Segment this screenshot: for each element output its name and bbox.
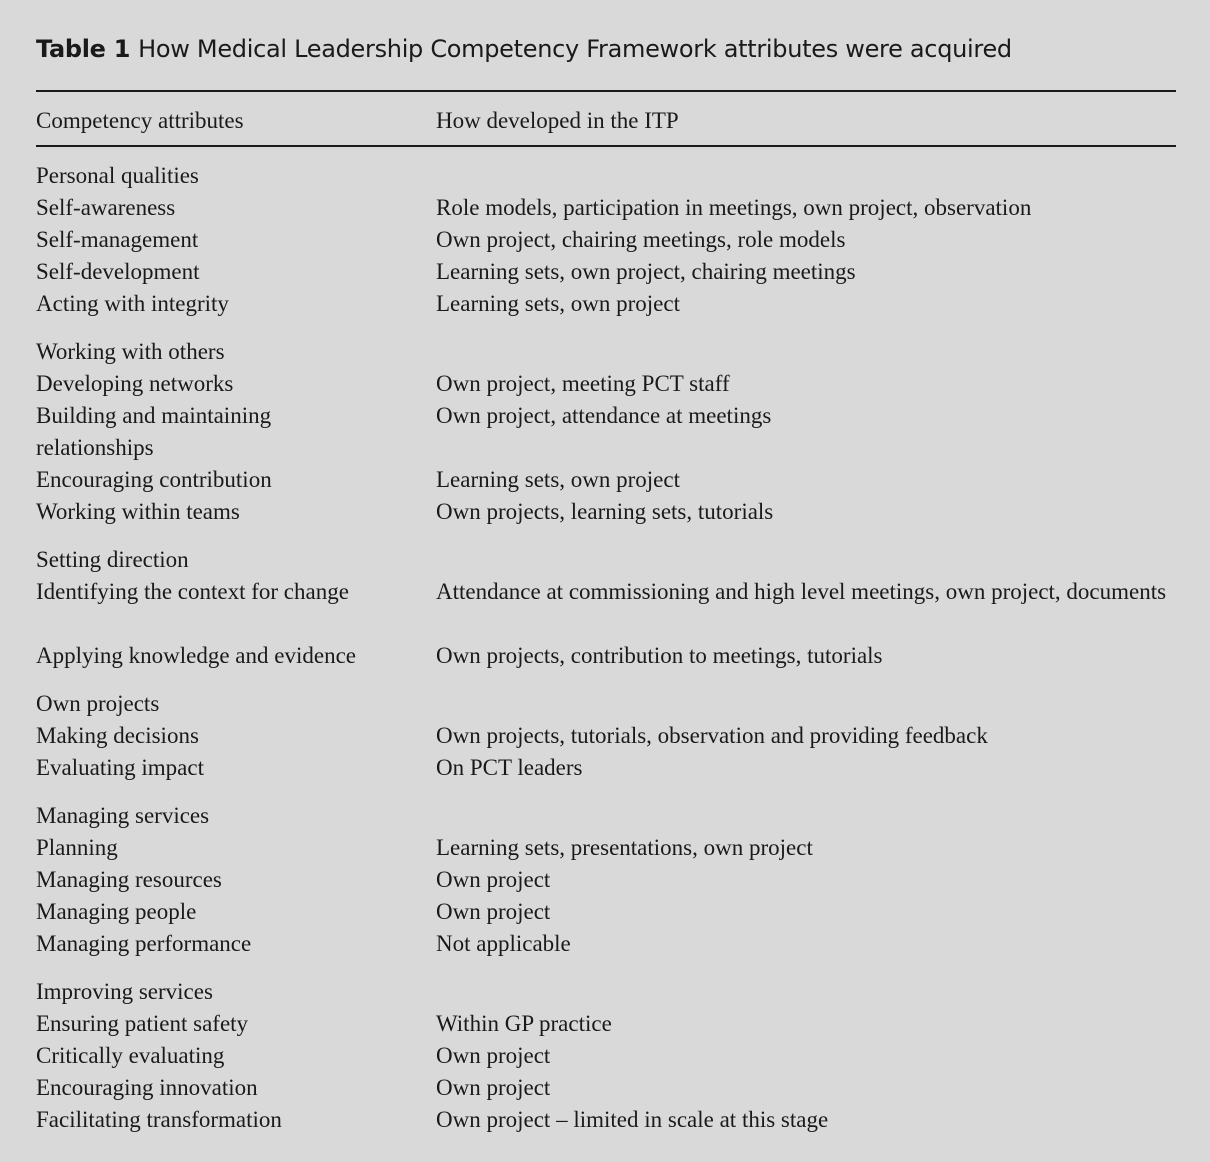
table-row: [0, 192, 1210, 224]
attribute-cell: Encouraging innovation: [36, 1075, 258, 1100]
group-heading-row: [0, 336, 1210, 368]
table-group: [0, 336, 1210, 528]
how-developed-cell: Own project: [436, 899, 551, 924]
attribute-cell: Ensuring patient safety: [36, 1011, 249, 1036]
top-rule: [36, 90, 1176, 92]
table-row: [0, 896, 1210, 928]
attribute-cell: Developing networks: [36, 371, 234, 396]
group-heading: Managing services: [36, 803, 210, 828]
header-rule: [36, 145, 1176, 147]
attribute-cell: Building and maintaining relationships: [36, 403, 272, 460]
group-heading-row: [0, 544, 1210, 576]
table-row: [0, 256, 1210, 288]
table-caption: How Medical Leadership Competency Framework attributes were acquired: [138, 35, 1012, 63]
how-developed-cell: Own projects, contribution to meetings, tutorials: [436, 643, 883, 668]
attribute-cell: Managing resources: [36, 867, 222, 892]
column-header-attributes: Competency attributes: [36, 108, 244, 133]
table-row: [0, 832, 1210, 864]
table-group: [0, 688, 1210, 784]
group-heading-row: [0, 160, 1210, 192]
how-developed-cell: Within GP practice: [436, 1011, 612, 1036]
group-heading: Setting direction: [36, 547, 189, 572]
table-row: [0, 1008, 1210, 1040]
table-row: [0, 368, 1210, 400]
group-heading: Own projects: [36, 691, 160, 716]
group-heading-row: [0, 976, 1210, 1008]
attribute-cell: Working within teams: [36, 499, 240, 524]
attribute-cell: Applying knowledge and evidence: [36, 643, 356, 668]
how-developed-cell: Learning sets, own project: [436, 291, 680, 316]
table-row: [0, 224, 1210, 256]
attribute-cell: Managing performance: [36, 931, 252, 956]
attribute-cell: Self-management: [36, 227, 199, 252]
how-developed-cell: Own project, meeting PCT staff: [436, 371, 730, 396]
how-developed-cell: Learning sets, own project: [436, 467, 680, 492]
table-row: [0, 928, 1210, 960]
attribute-cell: Acting with integrity: [36, 291, 229, 316]
group-heading-row: [0, 688, 1210, 720]
table-row: [0, 640, 1210, 672]
attribute-cell: Self-development: [36, 259, 200, 284]
table-row: [0, 1040, 1210, 1072]
attribute-cell: Evaluating impact: [36, 755, 204, 780]
attribute-cell: Making decisions: [36, 723, 199, 748]
how-developed-cell: Not applicable: [436, 931, 571, 956]
table-row: [0, 400, 1210, 464]
how-developed-cell: Own project – limited in scale at this stage: [436, 1107, 829, 1132]
how-developed-cell: Own project: [436, 1075, 551, 1100]
table-group: [0, 800, 1210, 960]
how-developed-cell: Own project, attendance at meetings: [436, 403, 772, 428]
how-developed-cell: Own project: [436, 1043, 551, 1068]
group-heading: Personal qualities: [36, 163, 199, 188]
how-developed-cell: Learning sets, own project, chairing meetings: [436, 259, 856, 284]
attribute-cell: Self-awareness: [36, 195, 176, 220]
how-developed-cell: Learning sets, presentations, own project: [436, 835, 813, 860]
how-developed-cell: Attendance at commissioning and high level meetings, own project, documents: [436, 579, 1167, 604]
table-row: [0, 752, 1210, 784]
table-body: [0, 160, 1210, 1152]
table-group: [0, 544, 1210, 672]
how-developed-cell: Own projects, learning sets, tutorials: [436, 499, 774, 524]
group-heading: Improving services: [36, 979, 213, 1004]
table-group: [0, 976, 1210, 1136]
table-label: Table 1: [36, 35, 131, 63]
table-row: [0, 496, 1210, 528]
table-row: [0, 464, 1210, 496]
table-row: [0, 720, 1210, 752]
table-row: [0, 288, 1210, 320]
attribute-cell: Critically evaluating: [36, 1043, 225, 1068]
attribute-cell: Identifying the context for change: [36, 579, 349, 604]
attribute-cell: Encouraging contribution: [36, 467, 272, 492]
table-group: [0, 160, 1210, 320]
group-heading: Working with others: [36, 339, 225, 364]
how-developed-cell: Own project, chairing meetings, role models: [436, 227, 846, 252]
table-row: [0, 1104, 1210, 1136]
how-developed-cell: On PCT leaders: [436, 755, 583, 780]
how-developed-cell: Own projects, tutorials, observation and providing feedback: [436, 723, 988, 748]
how-developed-cell: Own project: [436, 867, 551, 892]
group-heading-row: [0, 800, 1210, 832]
column-header-how-developed: How developed in the ITP: [436, 108, 679, 133]
table-row: [0, 1072, 1210, 1104]
attribute-cell: Facilitating transformation: [36, 1107, 282, 1132]
table-row: [0, 576, 1210, 640]
attribute-cell: Planning: [36, 835, 118, 860]
table-row: [0, 864, 1210, 896]
attribute-cell: Managing people: [36, 899, 197, 924]
how-developed-cell: Role models, participation in meetings, own project, observation: [436, 195, 1032, 220]
table-title: [36, 33, 1012, 65]
